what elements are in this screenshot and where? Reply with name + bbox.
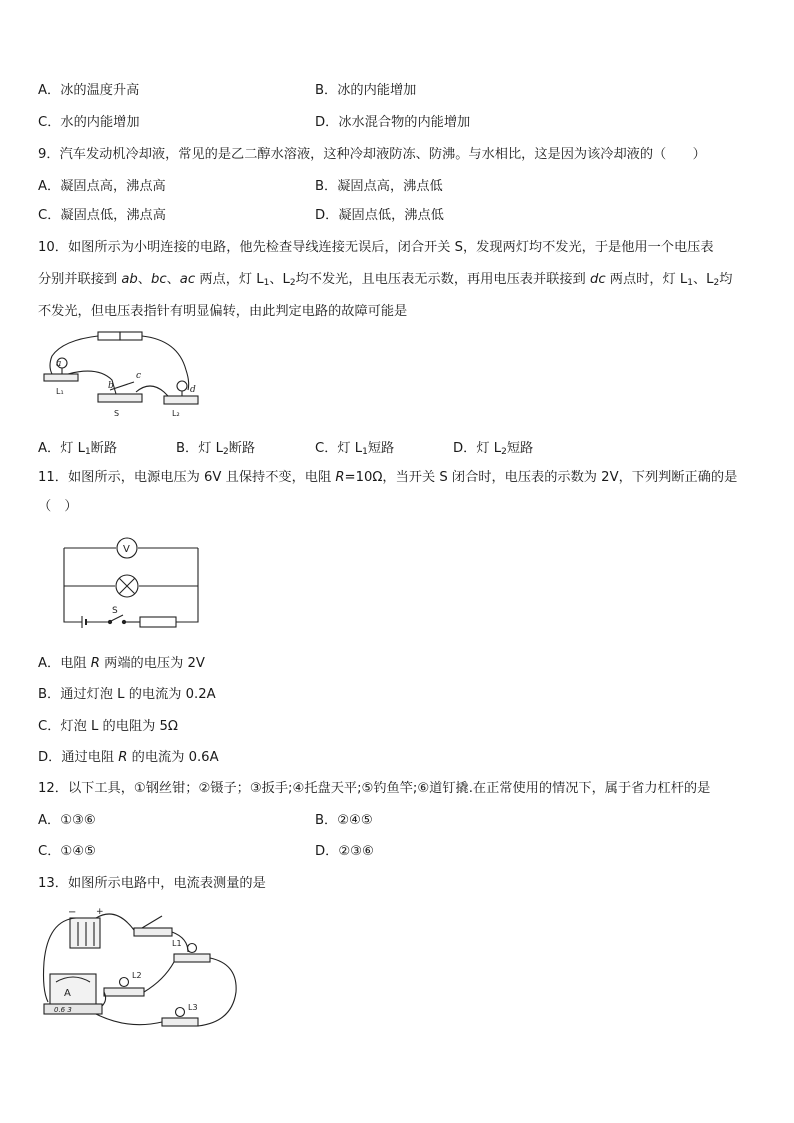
q12-stem: 12．以下工具，①钢丝钳；②镊子；③扳手;④托盘天平;⑤钓鱼竿;⑥道钉撬.在正常使用的情况下，属于省力杠杆的是 <box>38 781 711 796</box>
battery-icon <box>70 918 100 948</box>
l1-label: L1 <box>172 939 182 948</box>
q13-stem: 13．如图所示电路中，电流表测量的是 <box>38 876 266 891</box>
q8-option-a[interactable]: A．冰的温度升高 <box>38 83 140 98</box>
voltmeter-label: V <box>123 544 130 555</box>
q9-option-c[interactable]: C．凝固点低，沸点高 <box>38 208 166 223</box>
q10-circuit-figure <box>38 330 208 425</box>
q11-option-b[interactable]: B．通过灯泡 L 的电流为 0.2A <box>38 687 216 702</box>
label-l1: L₁ <box>56 387 64 396</box>
q11-option-d[interactable]: D．通过电阻 R 的电流为 0.6A <box>38 750 219 765</box>
switch-base <box>134 928 172 936</box>
label-l2: L₂ <box>172 409 180 418</box>
q10-stem-line2: 分别并联接到 ab、bc、ac 两点，灯 $L_1$、$L_2$均不发光，且电压表无示数，再用电压表并联接到 dc 两点时，灯 $L_1$、$L_2$均 <box>38 272 733 288</box>
q12-option-b[interactable]: B．②④⑤ <box>315 813 373 828</box>
q9-option-a[interactable]: A．凝固点高，沸点高 <box>38 179 166 194</box>
q10-stem-line3: 不发光，但电压表指针有明显偏转，由此判定电路的故障可能是 <box>38 304 408 319</box>
q9-stem: 9．汽车发动机冷却液，常见的是乙二醇水溶液，这种冷却液防冻、防沸。与水相比，这是因为该冷却液的（ ） <box>38 147 706 162</box>
label-b: b <box>108 381 114 391</box>
l2-label: L2 <box>132 971 142 980</box>
ammeter-label: A <box>64 988 71 999</box>
q8-option-b[interactable]: B．冰的内能增加 <box>315 83 417 98</box>
q10-option-d[interactable]: D．灯 $L_2$短路 <box>453 441 534 457</box>
ammeter-block-left <box>98 332 120 340</box>
ammeter-block-right <box>120 332 142 340</box>
q11-circuit-figure <box>60 536 205 632</box>
label-s: S <box>114 409 120 418</box>
label-c: c <box>136 371 142 381</box>
q11-stem-paren: （ ） <box>38 499 78 514</box>
q11-option-a[interactable]: A．电阻 R 两端的电压为 2V <box>38 656 205 671</box>
q8-option-d[interactable]: D．冰水混合物的内能增加 <box>315 115 471 130</box>
q9-option-d[interactable]: D．凝固点低，沸点低 <box>315 208 444 223</box>
q9-option-b[interactable]: B．凝固点高，沸点低 <box>315 179 443 194</box>
q12-option-a[interactable]: A．①③⑥ <box>38 813 96 828</box>
q12-option-d[interactable]: D．②③⑥ <box>315 844 374 859</box>
resistor-icon <box>140 617 176 627</box>
q10-option-a[interactable]: A．灯 $L_1$断路 <box>38 441 118 457</box>
ammeter-scale: 0.6 3 <box>54 1006 72 1014</box>
battery-minus-label: − <box>68 907 77 918</box>
switch-label: S <box>112 606 118 616</box>
q13-circuit-figure <box>38 902 243 1034</box>
q12-option-c[interactable]: C．①④⑤ <box>38 844 96 859</box>
lamp-l1-icon <box>188 944 197 953</box>
label-a: a <box>56 359 62 369</box>
q10-option-b[interactable]: B．灯 $L_2$断路 <box>176 441 256 457</box>
label-d: d <box>190 385 196 395</box>
q8-option-c[interactable]: C．水的内能增加 <box>38 115 140 130</box>
l3-label: L3 <box>188 1003 198 1012</box>
q10-stem-line1: 10．如图所示为小明连接的电路，他先检查导线连接无误后，闭合开关 S，发现两灯均不发光，于是他用一个电压表 <box>38 240 714 255</box>
q10-option-c[interactable]: C．灯 $L_1$短路 <box>315 441 395 457</box>
q11-option-c[interactable]: C．灯泡 L 的电阻为 5Ω <box>38 719 178 734</box>
q11-stem: 11．如图所示，电源电压为 6V 且保持不变，电阻 R=10Ω，当开关 S 闭合时，电压表的示数为 2V，下列判断正确的是 <box>38 470 738 485</box>
lamp-l2-icon <box>120 978 129 987</box>
battery-plus-label: + <box>96 907 104 917</box>
switch-lever <box>142 916 162 928</box>
lamp-l3-icon <box>176 1008 185 1017</box>
